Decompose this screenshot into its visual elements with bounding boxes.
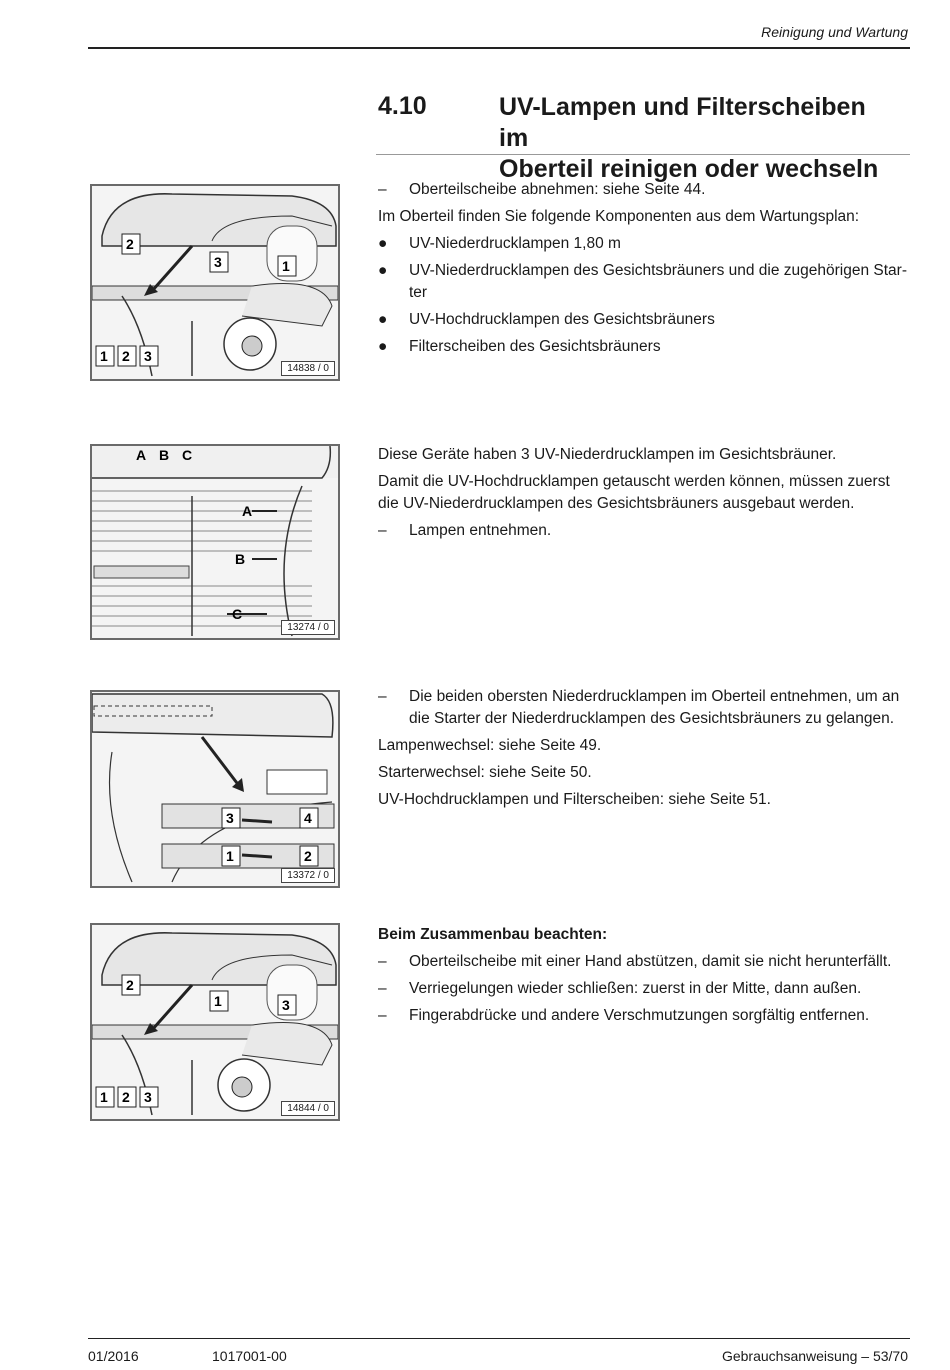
instruction-step <box>378 520 908 542</box>
callout-label: 3 <box>226 810 234 826</box>
callout-label: 1 <box>214 993 222 1009</box>
canopy-close-illustration <box>92 925 338 1119</box>
figure-id: 14844 / 0 <box>281 1101 335 1116</box>
section-rule <box>376 154 910 155</box>
callout-label: 1 <box>100 348 108 364</box>
callout-label: 4 <box>304 810 312 826</box>
text-block-face-tanner <box>378 444 908 547</box>
paragraph: Im Oberteil finden Sie folgende Komponenten aus dem Wartungsplan: <box>378 208 860 225</box>
section-title <box>499 92 899 185</box>
dash-marker: – <box>378 1007 387 1024</box>
dash-marker: – <box>378 522 387 539</box>
instruction-step <box>378 978 908 1000</box>
callout-label: 3 <box>282 997 290 1013</box>
cross-reference: Starterwechsel: siehe Seite 50. <box>378 764 592 781</box>
callout-label: C <box>232 606 243 622</box>
bullet-item <box>378 309 908 331</box>
instruction-step <box>378 1005 908 1027</box>
bullet-marker: ● <box>378 235 388 252</box>
bullet-marker: ● <box>378 338 388 355</box>
instruction-step <box>378 179 908 201</box>
instruction-step <box>378 951 908 973</box>
step-text: Verriegelungen wieder schließen: zuerst in der Mitte, dann außen. <box>409 980 862 997</box>
callout-label: 3 <box>144 348 152 364</box>
bullet-marker: ● <box>378 262 388 279</box>
footer-date: 01/2016 <box>88 1348 139 1364</box>
bullet-item <box>378 336 908 358</box>
dash-marker: – <box>378 688 387 705</box>
callout-label: 2 <box>304 848 312 864</box>
paragraph: Diese Geräte haben 3 UV-Niederdrucklampen im Gesichtsbräuner. <box>378 446 837 463</box>
bullet-item <box>378 233 908 255</box>
running-header: Reinigung und Wartung <box>761 24 908 40</box>
step-text: Die beiden obersten Niederdrucklampen im Oberteil entnehmen, um an die Starter der Niederdrucklampen des Gesichtsbräuners zu gelangen. <box>409 688 900 727</box>
callout-label: 2 <box>122 1089 130 1105</box>
face-tanner-illustration <box>92 446 338 638</box>
header-rule <box>88 47 910 49</box>
callout-label: 3 <box>144 1089 152 1105</box>
callout-label: B <box>159 447 170 463</box>
cross-reference: Lampenwechsel: siehe Seite 49. <box>378 737 602 754</box>
figure-id: 13274 / 0 <box>281 620 335 635</box>
bullet-text: UV-Niederdrucklampen des Gesichtsbräuners und die zugehörigen Star-ter <box>409 262 907 301</box>
callout-label: B <box>235 551 246 567</box>
step-text: Fingerabdrücke und andere Verschmutzungen sorgfältig entfernen. <box>409 1007 870 1024</box>
canopy-open-illustration <box>92 186 338 379</box>
section-title-line-1: UV-Lampen und Filterscheiben im <box>499 93 866 152</box>
callout-label: 2 <box>126 977 134 993</box>
callout-label: 2 <box>126 236 134 252</box>
figure-canopy-open <box>90 184 340 381</box>
callout-label: C <box>182 447 193 463</box>
figure-id: 14838 / 0 <box>281 361 335 376</box>
step-text: Lampen entnehmen. <box>409 522 552 539</box>
section-number: 4.10 <box>378 92 427 120</box>
section-title-line-2: Oberteil reinigen oder wechseln <box>499 155 879 183</box>
cross-reference: UV-Hochdrucklampen und Filterscheiben: siehe Seite 51. <box>378 791 771 808</box>
lamp-removal-illustration <box>92 692 338 886</box>
dash-marker: – <box>378 980 387 997</box>
figure-lamp-removal <box>90 690 340 888</box>
bullet-marker: ● <box>378 311 388 328</box>
footer-doc-number: 1017001-00 <box>212 1348 287 1364</box>
footer-rule <box>88 1338 910 1339</box>
instruction-step <box>378 686 908 730</box>
step-text: Oberteilscheibe abnehmen: siehe Seite 44. <box>409 181 706 198</box>
figure-id: 13372 / 0 <box>281 868 335 883</box>
bullet-text: UV-Hochdrucklampen des Gesichtsbräuners <box>409 311 715 328</box>
callout-label: 1 <box>226 848 234 864</box>
callout-label: 3 <box>214 254 222 270</box>
figure-face-tanner <box>90 444 340 640</box>
callout-label: A <box>136 447 147 463</box>
callout-label: 1 <box>282 258 290 274</box>
dash-marker: – <box>378 953 387 970</box>
callout-label: 1 <box>100 1089 108 1105</box>
step-text: Oberteilscheibe mit einer Hand abstützen, damit sie nicht herunterfällt. <box>409 953 892 970</box>
paragraph: Damit die UV-Hochdrucklampen getauscht werden können, müssen zuerst die UV-Niederdrucklampen des Gesichtsbräuners ausgebaut werden. <box>378 473 890 512</box>
figure-canopy-close <box>90 923 340 1121</box>
text-block-components <box>378 179 908 363</box>
text-block-lamp-removal <box>378 686 908 816</box>
dash-marker: – <box>378 181 387 198</box>
bullet-item <box>378 260 908 304</box>
bullet-text: Filterscheiben des Gesichtsbräuners <box>409 338 661 355</box>
footer-page-number: Gebrauchsanweisung – 53/70 <box>721 1348 908 1364</box>
callout-label: 2 <box>122 348 130 364</box>
reassembly-heading: Beim Zusammenbau beachten: <box>378 926 608 943</box>
callout-label: A <box>242 503 253 519</box>
bullet-text: UV-Niederdrucklampen 1,80 m <box>409 235 621 252</box>
text-block-reassembly <box>378 924 908 1032</box>
